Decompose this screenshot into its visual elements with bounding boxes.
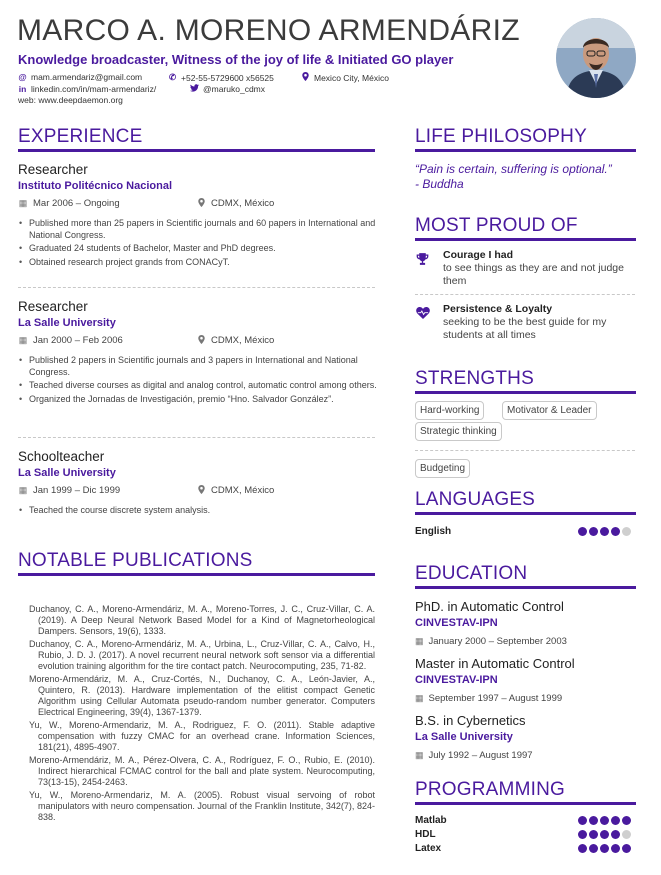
job-bullets	[18, 218, 378, 270]
job-bullets	[18, 355, 378, 407]
section-title-philosophy: LIFE PHILOSOPHY	[415, 126, 587, 147]
quote-author: - Buddha	[415, 177, 464, 191]
section-title-education: EDUCATION	[415, 563, 528, 584]
job-title: Schoolteacher	[18, 449, 105, 464]
programming-level	[578, 830, 631, 839]
job-location	[196, 198, 274, 209]
job-dates	[18, 335, 123, 346]
publication-item: Duchanoy, C. A., Moreno-Armendáriz, M. A., Urbina, L., Cruz-Villar, C. A., Calvo, H., Rubio, J. D. J. (2017). A novel recurrent neural network soft sensor via a differential evolution training algorithm for the tire contact patch. Neurocomputing, 235, 71-82.	[29, 638, 375, 672]
linkedin-icon: in	[18, 84, 27, 94]
job-location-text: CDMX, México	[211, 335, 275, 346]
phone-contact	[168, 72, 274, 83]
twitter-icon	[190, 84, 199, 94]
rating-dot	[589, 527, 598, 536]
calendar-icon: ▦	[415, 693, 424, 703]
map-marker-icon	[196, 335, 206, 346]
section-title-publications: NOTABLE PUBLICATIONS	[18, 550, 253, 571]
proud-item-desc: seeking to be the best guide for my students at all times	[443, 316, 607, 341]
job-dates-text: Jan 1999 – Dic 1999	[33, 485, 121, 496]
linkedin-contact[interactable]	[18, 84, 156, 94]
strength-tag: Strategic thinking	[415, 422, 502, 441]
job-dates-text: Mar 2006 – Ongoing	[33, 198, 120, 209]
job-title: Researcher	[18, 162, 88, 177]
publication-list	[29, 604, 375, 825]
job-title: Researcher	[18, 299, 88, 314]
rating-dot	[600, 830, 609, 839]
divider	[18, 287, 375, 288]
section-rule	[18, 573, 375, 576]
section-rule	[415, 149, 636, 152]
section-rule	[18, 149, 375, 152]
calendar-icon: ▦	[415, 636, 424, 646]
section-rule	[415, 802, 636, 805]
job-dates	[18, 198, 120, 209]
divider	[415, 450, 635, 451]
twitter-text: @maruko_cdmx	[203, 84, 266, 94]
phone-text: +52-55-5729600 x56525	[181, 72, 274, 83]
rating-dot	[611, 527, 620, 536]
education-dates	[415, 693, 562, 704]
divider	[415, 294, 635, 295]
email-text: mam.armendariz@gmail.com	[31, 72, 143, 82]
rating-dot	[589, 844, 598, 853]
publication-item: Duchanoy, C. A., Moreno-Armendáriz, M. A., Moreno-Torres, J. C., Cruz-Villar, C. A. (2019). A Deep Neural Network Based Model for a Kind of Magnetorheological Dampers. Sensors, 19(6), 1333.	[29, 604, 375, 637]
candidate-name: MARCO A. MORENO ARMENDÁRIZ	[17, 14, 520, 47]
heartbeat-icon	[415, 307, 430, 322]
map-marker-icon	[196, 485, 206, 496]
rating-dot	[622, 816, 631, 825]
job-organization: Instituto Politécnico Nacional	[18, 180, 173, 192]
website-contact[interactable]	[18, 95, 123, 105]
language-level	[578, 527, 631, 536]
publication-item: Yu, W., Moreno-Armendariz, M. A. (2005). Robust visual servoing of robot manipulators with neuro compensation. Journal of the Franklin Institute, 342(7), 824-838.	[29, 789, 375, 823]
quote-text: “Pain is certain, suffering is optional.”	[415, 162, 612, 176]
rating-dot	[600, 527, 609, 536]
education-dates-text: January 2000 – September 2003	[428, 636, 567, 647]
job-location-text: CDMX, México	[211, 198, 275, 209]
strength-tag: Budgeting	[415, 459, 470, 478]
job-bullets	[18, 505, 378, 519]
location-text: Mexico City, México	[314, 72, 389, 83]
rating-dot	[578, 830, 587, 839]
rating-dot	[611, 816, 620, 825]
rating-dot	[611, 844, 620, 853]
job-dates-text: Jan 2000 – Feb 2006	[33, 335, 123, 346]
list-item: • Organized the Jornadas de Investigación, premio “Hno. Salvador González”.	[18, 394, 378, 406]
programming-name: Matlab	[415, 815, 447, 826]
list-item: • Published more than 25 papers in Scientific journals and 60 papers in International and National Congress.	[18, 218, 378, 241]
rating-dot	[589, 816, 598, 825]
trophy-icon	[415, 253, 430, 268]
philosophy-quote	[415, 162, 645, 192]
section-title-languages: LANGUAGES	[415, 489, 536, 510]
education-degree: Master in Automatic Control	[415, 656, 575, 671]
twitter-contact[interactable]	[190, 84, 265, 94]
programming-name: HDL	[415, 829, 436, 840]
publication-item: Moreno-Armendáriz, M. A., Pérez-Olvera, C. A., Rodríguez, F. O., Rubio, E. (2010). Indirect hierarchical FCMAC control for the ball and plate system. Neurocomputing, 73(13-15), 2454-2463.	[29, 754, 375, 788]
job-location-text: CDMX, México	[211, 485, 275, 496]
website-text: web: www.deepdaemon.org	[18, 95, 123, 105]
publication-item: Yu, W., Moreno-Armendariz, M. A., Rodriguez, F. O. (2011). Stable adaptive compensation with fuzzy CMAC for an overhead crane. Information Sciences, 181(21), 4895-4907.	[29, 719, 375, 753]
education-organization: CINVESTAV-IPN	[415, 617, 498, 629]
section-rule	[415, 391, 636, 394]
job-organization: La Salle University	[18, 317, 116, 329]
section-title-experience: EXPERIENCE	[18, 126, 143, 147]
rating-dot	[600, 844, 609, 853]
list-item: • Graduated 24 students of Bachelor, Master and PhD degrees.	[18, 243, 378, 255]
linkedin-text: linkedin.com/in/mam-armendariz/	[31, 84, 157, 94]
rating-dot	[578, 816, 587, 825]
education-dates-text: September 1997 – August 1999	[428, 693, 563, 704]
education-organization: La Salle University	[415, 731, 513, 743]
section-title-proud: MOST PROUD OF	[415, 215, 578, 236]
map-marker-icon	[196, 198, 206, 209]
education-dates	[415, 636, 567, 647]
profile-photo	[556, 18, 636, 98]
education-dates	[415, 750, 533, 761]
publication-item: Moreno-Armendáriz, M. A., Cruz-Cortés, N., Duchanoy, C. A., León-Javier, A., Quintero, R. (2013). Hardware implementation of the elitist compact Genetic Algorithm using Cellular Automata pseudo-random number generator. Computers Electrical Engineering, 39(4), 1367-1379.	[29, 673, 375, 718]
tagline: Knowledge broadcaster, Witness of the joy of life & Initiated GO player	[18, 52, 454, 67]
calendar-icon: ▦	[18, 335, 28, 345]
section-title-programming: PROGRAMMING	[415, 779, 565, 800]
calendar-icon: ▦	[18, 198, 28, 208]
section-title-strengths: STRENGTHS	[415, 368, 534, 389]
phone-icon: ✆	[168, 72, 177, 82]
section-rule	[415, 512, 636, 515]
language-name: English	[415, 526, 452, 537]
rating-dot	[578, 527, 587, 536]
programming-level	[578, 816, 631, 825]
rating-dot	[622, 830, 631, 839]
section-rule	[415, 586, 636, 589]
job-organization: La Salle University	[18, 467, 116, 479]
job-location	[196, 335, 274, 346]
job-dates	[18, 485, 120, 496]
list-item: • Teached diverse courses as digital and analog control, automatic control among others.	[18, 380, 378, 392]
rating-dot	[622, 844, 631, 853]
education-degree: B.S. in Cybernetics	[415, 713, 526, 728]
proud-item-desc: to see things as they are and not judge them	[443, 262, 624, 287]
education-dates-text: July 1992 – August 1997	[428, 750, 533, 761]
education-organization: CINVESTAV-IPN	[415, 674, 498, 686]
proud-item-title: Persistence & Loyalty	[443, 303, 553, 315]
programming-level	[578, 844, 631, 853]
list-item: • Teached the course discrete system analysis.	[18, 505, 378, 517]
rating-dot	[600, 816, 609, 825]
rating-dot	[622, 527, 631, 536]
section-rule	[415, 238, 636, 241]
proud-item-title: Courage I had	[443, 249, 514, 261]
map-marker-icon	[301, 72, 310, 83]
at-icon: @	[18, 72, 27, 82]
strength-tag: Hard-working	[415, 401, 484, 420]
rating-dot	[589, 830, 598, 839]
calendar-icon: ▦	[18, 485, 28, 495]
list-item: • Published 2 papers in Scientific journals and 3 papers in International and National Congress.	[18, 355, 378, 378]
rating-dot	[578, 844, 587, 853]
education-degree: PhD. in Automatic Control	[415, 599, 564, 614]
location-contact	[301, 72, 389, 83]
email-contact[interactable]	[18, 72, 142, 82]
calendar-icon: ▦	[415, 750, 424, 760]
rating-dot	[611, 830, 620, 839]
list-item: • Obtained research project grands from CONACyT.	[18, 257, 378, 269]
job-location	[196, 485, 274, 496]
programming-name: Latex	[415, 843, 442, 854]
divider	[18, 437, 375, 438]
strength-tag: Motivator & Leader	[502, 401, 597, 420]
